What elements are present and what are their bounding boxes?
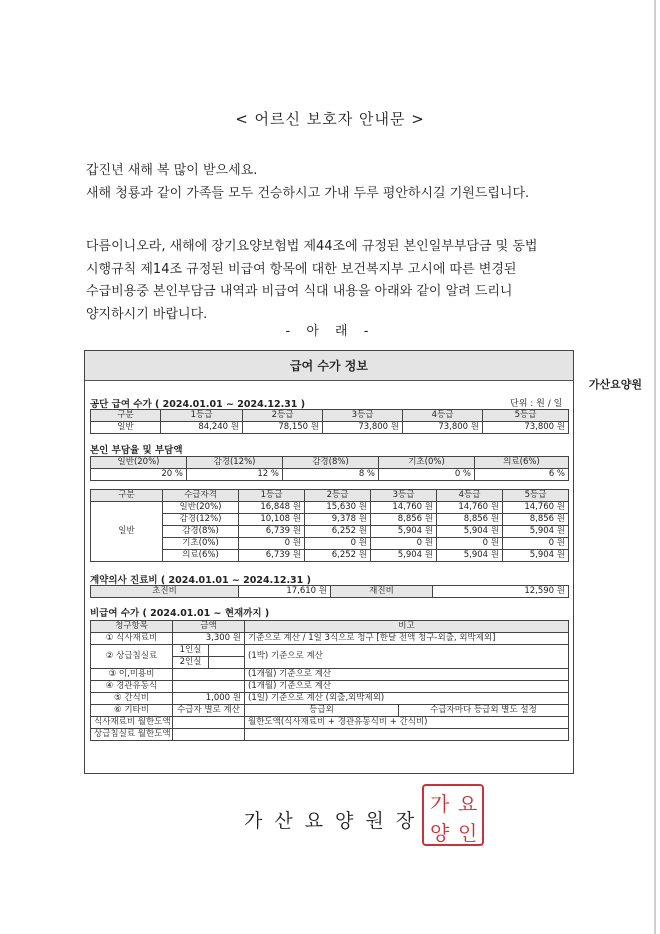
table-cell: 0 원 <box>371 538 437 550</box>
table-cell: 1,000 원 <box>173 693 245 705</box>
table-cell <box>173 717 245 729</box>
header-cell: 1등급 <box>239 490 305 502</box>
public-benefit-table <box>90 409 569 434</box>
table-row <box>91 693 569 705</box>
table-cell: 수급자 별로 계산 <box>173 705 245 717</box>
table-cell: 일반(20%) <box>163 502 239 514</box>
seal-char: 인 <box>458 821 478 845</box>
table-cell: 15,630 원 <box>305 502 371 514</box>
table-cell: ⑤ 간식비 <box>91 693 173 705</box>
seal-char: 가 <box>430 792 450 816</box>
table-cell: 월한도액(식사재료비 + 경관유동식비 + 간식비) <box>245 717 569 729</box>
table-cell: 0 원 <box>239 538 305 550</box>
table-cell: 0 원 <box>437 538 503 550</box>
table-cell: 16,848 원 <box>239 502 305 514</box>
table-cell: 14,760 원 <box>437 502 503 514</box>
table-cell: 수급자마다 등급외 별도 설정 <box>399 705 569 717</box>
table-cell: 감경(8%) <box>163 526 239 538</box>
organization-name: 가산요양원 <box>588 378 642 391</box>
header-cell: 재진비 <box>331 586 433 598</box>
table-row <box>91 717 569 729</box>
table-row <box>91 669 569 681</box>
greeting-line: 새해 청룡과 같이 가족들 모두 건승하시고 가내 두루 평안하시길 기원드립니다. <box>86 185 530 201</box>
table-cell: (1일) 기준으로 계산 (외출,외박제외) <box>245 693 569 705</box>
table-row <box>91 526 569 538</box>
table-cell: 17,610 원 <box>239 586 331 598</box>
header-cell: 의료(6%) <box>475 457 569 469</box>
table-cell: 73,800 원 <box>403 422 483 434</box>
table-cell: 1인실 <box>173 645 209 657</box>
header-cell: 구분 <box>91 490 163 502</box>
table-cell: (1개월) 기준으로 계산 <box>245 669 569 681</box>
table-cell: 10,108 원 <box>239 514 305 526</box>
table-cell: 6,739 원 <box>239 550 305 562</box>
table-row <box>91 538 569 550</box>
table-cell: 5,904 원 <box>437 526 503 538</box>
header-cell: 감경(12%) <box>187 457 283 469</box>
table-cell <box>209 645 245 657</box>
header-cell: 감경(8%) <box>283 457 379 469</box>
page-edge <box>654 0 656 934</box>
table-cell: 기초(0%) <box>163 538 239 550</box>
table-cell: 78,150 원 <box>243 422 323 434</box>
seal-char: 요 <box>458 792 478 816</box>
table-row <box>91 633 569 645</box>
table-header-row <box>91 410 569 422</box>
table-cell: 6,252 원 <box>305 526 371 538</box>
table-row <box>91 586 569 598</box>
table-row <box>91 645 569 657</box>
intro-line: 수급비용중 본인부담금 내역과 비급여 식대 내용을 아래와 같이 알려 드리니 <box>86 284 513 299</box>
intro-line: 다름이니오라, 새해에 장기요양보험법 제44조에 규정된 본인일부부담금 및 동법 <box>86 239 538 254</box>
header-cell: 초진비 <box>91 586 239 598</box>
header-cell: 1등급 <box>161 410 243 422</box>
table-row <box>91 422 569 434</box>
unit-label: 단위 : 원 / 일 <box>510 399 563 409</box>
section-title-copay-rate: 본인 부담율 및 부담액 <box>90 445 183 456</box>
doctor-fee-table <box>90 585 569 598</box>
table-header-row <box>91 457 569 469</box>
intro-line: 양지하시기 바랍니다. <box>86 306 208 322</box>
header-cell: 일반(20%) <box>91 457 187 469</box>
table-cell: 73,800 원 <box>483 422 569 434</box>
header-cell: 청구항목 <box>91 621 173 633</box>
table-cell: 6,739 원 <box>239 526 305 538</box>
table-cell <box>209 657 245 669</box>
table-cell: 의료(6%) <box>163 550 239 562</box>
section-title-doctor-fee: 계약의사 진료비 ( 2024.01.01 ~ 2024.12.31 ) <box>90 575 311 586</box>
table-cell: 6 % <box>475 469 569 481</box>
header-cell: 구분 <box>91 410 161 422</box>
header-cell: 5등급 <box>503 490 569 502</box>
table-row <box>91 514 569 526</box>
table-cell: 일반 <box>91 422 161 434</box>
table-cell: 0 원 <box>305 538 371 550</box>
intro-line: 시행규칙 제14조 규정된 비급여 항목에 대한 보건복지부 고시에 따른 변경된 <box>86 261 517 277</box>
signature-line: 가산요양원장 <box>244 810 427 832</box>
header-cell: 3등급 <box>371 490 437 502</box>
header-cell: 2등급 <box>305 490 371 502</box>
table-cell: ⑥ 기타비 <box>91 705 173 717</box>
table-cell: 3,300 원 <box>173 633 245 645</box>
table-cell: 5,904 원 <box>503 526 569 538</box>
section-title-non-benefit: 비급여 수가 ( 2024.01.01 ~ 현재까지 ) <box>90 608 270 619</box>
header-cell: 2등급 <box>243 410 323 422</box>
header-cell: 기초(0%) <box>379 457 475 469</box>
table-cell: 5,904 원 <box>503 550 569 562</box>
table-row <box>91 681 569 693</box>
header-cell: 비고 <box>245 621 569 633</box>
table-cell: 2인실 <box>173 657 209 669</box>
table-cell: 84,240 원 <box>161 422 243 434</box>
table-cell: (1박) 기준으로 계산 <box>245 645 569 669</box>
official-seal <box>422 784 484 846</box>
section-divider-label: - 아 래 - <box>285 324 375 339</box>
table-cell: 5,904 원 <box>371 526 437 538</box>
box-title: 급여 수가 정보 <box>85 351 573 381</box>
table-cell: 20 % <box>91 469 187 481</box>
table-cell: ③ 이,미용비 <box>91 669 173 681</box>
table-cell: ② 상급침실료 <box>91 645 173 669</box>
page-title: < 어르신 보호자 안내문 > <box>235 110 425 128</box>
table-cell: 등급외 <box>245 705 399 717</box>
seal-char: 양 <box>430 821 450 845</box>
table-cell: 12 % <box>187 469 283 481</box>
header-cell: 금액 <box>173 621 245 633</box>
table-cell: 8 % <box>283 469 379 481</box>
table-cell: ① 식사재료비 <box>91 633 173 645</box>
table-cell: 6,252 원 <box>305 550 371 562</box>
table-cell: ④ 경관유동식 <box>91 681 173 693</box>
table-cell: (1개월) 기준으로 계산 <box>245 681 569 693</box>
intro-paragraph <box>86 236 537 326</box>
table-row <box>91 469 569 481</box>
table-row <box>91 705 569 717</box>
table-cell: 9,378 원 <box>305 514 371 526</box>
table-cell <box>173 681 245 693</box>
table-header-row <box>91 621 569 633</box>
table-cell: 5,904 원 <box>371 550 437 562</box>
table-cell: 0 원 <box>503 538 569 550</box>
table-cell: 8,856 원 <box>371 514 437 526</box>
table-cell: 8,856 원 <box>503 514 569 526</box>
table-cell: 73,800 원 <box>323 422 403 434</box>
header-cell: 5등급 <box>483 410 569 422</box>
table-cell: 기준으로 계산 / 1일 3식으로 청구 [한달 전액 청구-외출, 외박제외] <box>245 633 569 645</box>
table-row <box>91 502 569 514</box>
copay-amount-table <box>90 489 569 562</box>
greeting-line: 갑진년 새해 복 많이 받으세요. <box>86 163 258 178</box>
table-row <box>91 729 569 741</box>
table-cell: 식사재료비 월한도액 <box>91 717 173 729</box>
table-cell: 8,856 원 <box>437 514 503 526</box>
header-cell: 4등급 <box>437 490 503 502</box>
table-cell: 14,760 원 <box>371 502 437 514</box>
table-cell: 14,760 원 <box>503 502 569 514</box>
table-cell <box>173 729 245 741</box>
section-title-public-benefit: 공단 급여 수가 ( 2024.01.01 ~ 2024.12.31 ) <box>90 399 306 410</box>
table-cell: 상급침실료 월한도액 <box>91 729 173 741</box>
header-cell: 4등급 <box>403 410 483 422</box>
table-cell: 0 % <box>379 469 475 481</box>
greeting-paragraph <box>86 160 529 205</box>
group-cell: 일반 <box>91 502 163 562</box>
table-row <box>91 550 569 562</box>
copay-rate-table <box>90 456 569 481</box>
table-cell <box>245 729 569 741</box>
table-cell: 감경(12%) <box>163 514 239 526</box>
header-cell: 수급자격 <box>163 490 239 502</box>
table-cell: 12,590 원 <box>433 586 569 598</box>
non-benefit-table <box>90 620 569 741</box>
header-cell: 3등급 <box>323 410 403 422</box>
table-cell <box>173 669 245 681</box>
table-cell: 5,904 원 <box>437 550 503 562</box>
table-header-row <box>91 490 569 502</box>
